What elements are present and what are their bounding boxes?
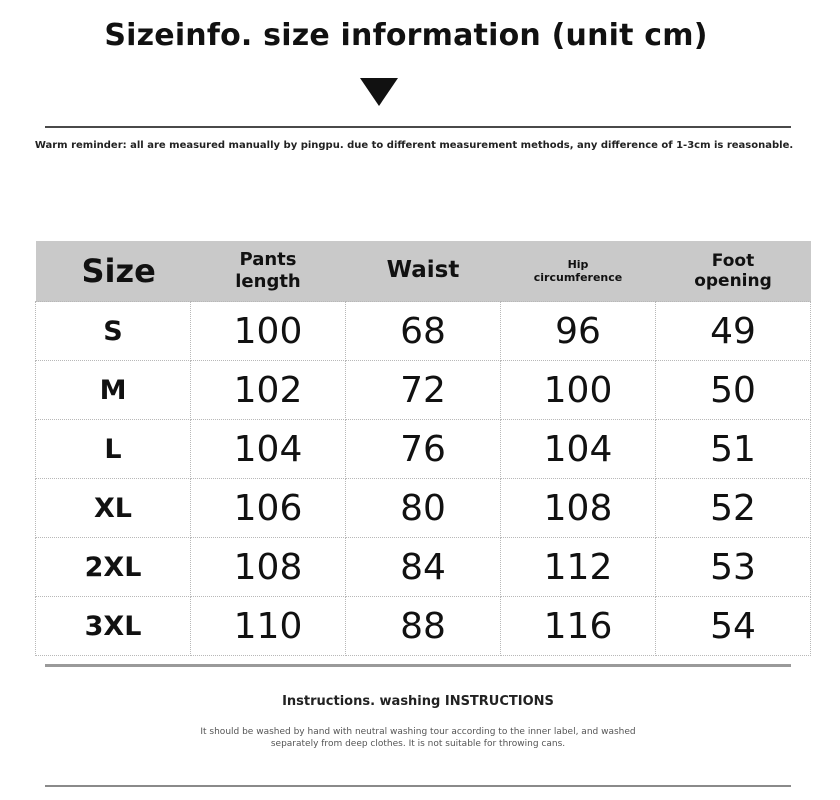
hip-cell: 108 (501, 479, 656, 538)
size-cell: S (36, 302, 191, 361)
header-pants-length (191, 241, 346, 302)
waist-cell: 68 (346, 302, 501, 361)
table-row (36, 597, 811, 656)
size-cell: 3XL (36, 597, 191, 656)
header-size: Size (36, 241, 191, 302)
pants-length-cell: 102 (191, 361, 346, 420)
hip-cell: 104 (501, 420, 656, 479)
table-bottom-divider (45, 664, 791, 667)
top-divider (45, 126, 791, 128)
size-cell: L (36, 420, 191, 479)
header-hip-line1: Hip (567, 257, 589, 271)
foot-cell: 54 (656, 597, 811, 656)
pants-length-cell: 110 (191, 597, 346, 656)
foot-cell: 53 (656, 538, 811, 597)
header-foot-line1: Foot (711, 250, 755, 271)
hip-cell: 100 (501, 361, 656, 420)
waist-cell: 72 (346, 361, 501, 420)
instructions-text (180, 726, 656, 750)
size-table (35, 241, 811, 656)
waist-cell: 80 (346, 479, 501, 538)
size-cell: 2XL (36, 538, 191, 597)
instructions-text-line2: separately from deep clothes. It is not suitable for throwing cans. (270, 739, 566, 749)
foot-cell: 51 (656, 420, 811, 479)
table-row (36, 538, 811, 597)
table-row (36, 361, 811, 420)
pants-length-cell: 108 (191, 538, 346, 597)
waist-cell: 76 (346, 420, 501, 479)
hip-cell: 116 (501, 597, 656, 656)
foot-cell: 52 (656, 479, 811, 538)
size-cell: M (36, 361, 191, 420)
pants-length-cell: 100 (191, 302, 346, 361)
table-row (36, 479, 811, 538)
instructions-text-line1: It should be washed by hand with neutral washing tour according to the inner label, and washed (200, 727, 636, 737)
waist-cell: 84 (346, 538, 501, 597)
size-cell: XL (36, 479, 191, 538)
foot-cell: 50 (656, 361, 811, 420)
header-hip (501, 241, 656, 302)
header-pants-length-line1: Pants (239, 249, 297, 271)
instructions-title: Instructions. washing INSTRUCTIONS (282, 694, 554, 709)
header-hip-line2: circumference (533, 271, 623, 284)
header-foot-opening (656, 241, 811, 302)
hip-cell: 96 (501, 302, 656, 361)
header-foot-line2: opening (694, 271, 772, 291)
pants-length-cell: 106 (191, 479, 346, 538)
table-header-row (36, 241, 811, 302)
waist-cell: 88 (346, 597, 501, 656)
warm-reminder: Warm reminder: all are measured manually by pingpu. due to different measurement methods, any difference of 1-3cm is reasonable. (34, 140, 794, 151)
bottom-divider (45, 785, 791, 787)
table-row (36, 420, 811, 479)
foot-cell: 49 (656, 302, 811, 361)
header-waist: Waist (346, 241, 501, 302)
hip-cell: 112 (501, 538, 656, 597)
table-row (36, 302, 811, 361)
down-arrow-icon (360, 78, 398, 106)
pants-length-cell: 104 (191, 420, 346, 479)
header-pants-length-line2: length (235, 271, 301, 292)
page-title: Sizeinfo. size information (unit cm) (104, 18, 708, 53)
